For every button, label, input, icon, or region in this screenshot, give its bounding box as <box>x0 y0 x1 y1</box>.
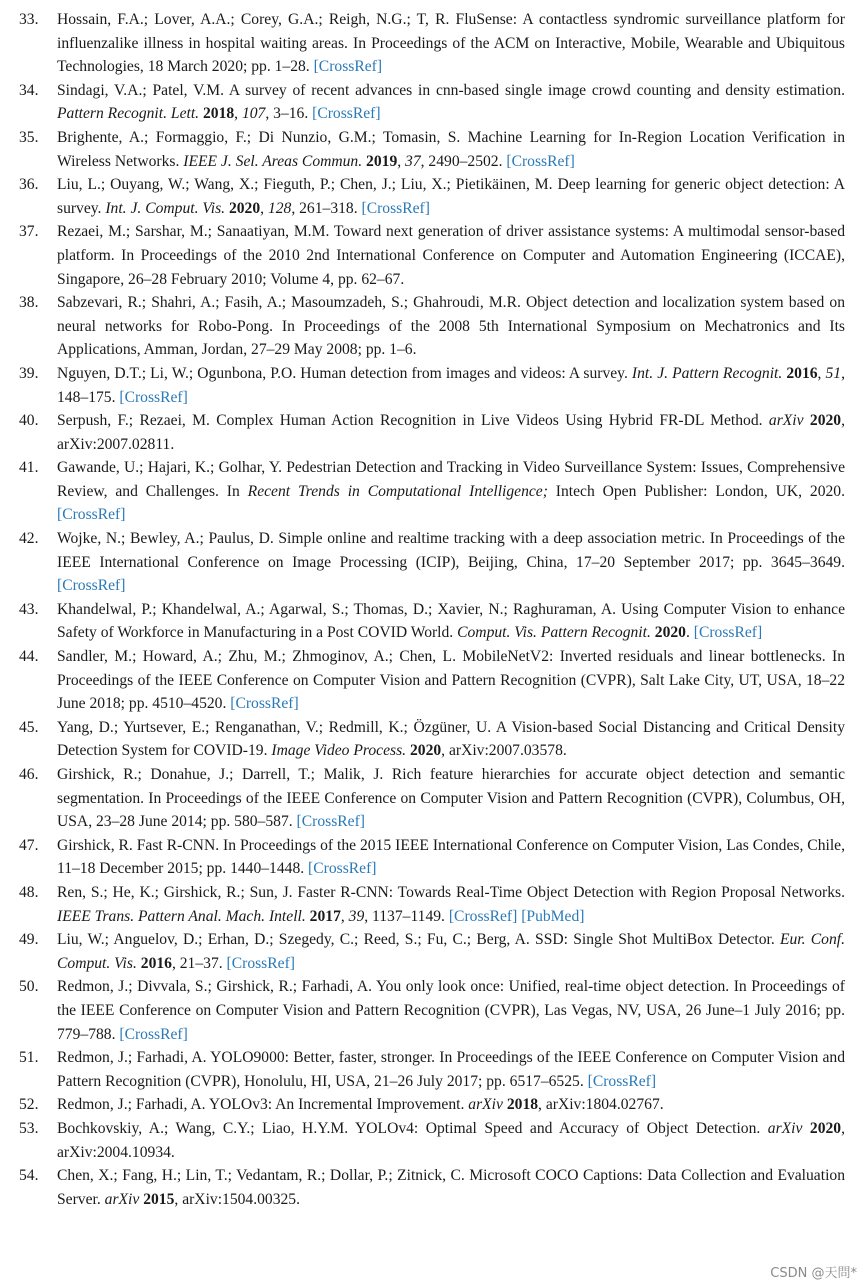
italic-text: 51 <box>825 364 842 382</box>
text-segment: Ren, S.; He, K.; Girshick, R.; Sun, J. Faster R-CNN: Towards Real-Time Object Detection with Region Proposal Networks. <box>57 883 845 901</box>
reference-number: 53. <box>19 1119 39 1137</box>
text-segment: , arXiv:2007.03578. <box>441 742 567 760</box>
reference-text <box>57 598 845 645</box>
reference-text <box>57 527 845 598</box>
reference-list <box>0 8 845 1211</box>
crossref-link[interactable]: [CrossRef] <box>693 624 763 642</box>
text-segment: Nguyen, D.T.; Li, W.; Ogunbona, P.O. Human detection from images and videos: A survey. <box>57 364 632 382</box>
reference-text <box>57 928 845 975</box>
reference-text <box>57 1046 845 1093</box>
text-segment: Khandelwal, P.; Khandelwal, A.; Agarwal, S.; Thomas, D.; Xavier, N.; Raghuraman, A. Using Computer Vision to enhance Safety of Workforce in Manufacturing in a Post COVID World. <box>57 600 845 642</box>
text-segment: Liu, L.; Ouyang, W.; Wang, X.; Fieguth, P.; Chen, J.; Liu, X.; Pietikäinen, M. Deep learning for generic object detection: A survey. <box>57 176 845 217</box>
reference-text <box>57 1093 845 1117</box>
reference-text <box>57 716 845 763</box>
text-segment: , 261–318. <box>291 199 362 217</box>
reference-number: 51. <box>19 1049 39 1067</box>
reference-item <box>0 1093 845 1117</box>
italic-text: IEEE Trans. Pattern Anal. Mach. Intell. <box>57 907 306 925</box>
text-segment: Liu, W.; Anguelov, D.; Erhan, D.; Szegedy, C.; Reed, S.; Fu, C.; Berg, A. SSD: Single Shot MultiBox Detector. <box>57 931 780 949</box>
reference-item <box>0 456 845 527</box>
text-segment: Gawande, U.; Hajari, K.; Golhar, Y. Pedestrian Detection and Tracking in Video Surveillance System: Issues, Comprehensive Review, and Challenges. In <box>57 459 845 500</box>
italic-text: Eur. Conf. Comput. Vis. <box>57 931 845 972</box>
csdn-watermark: CSDN @天問* <box>770 1266 857 1281</box>
bold-year: 2016 <box>786 364 818 382</box>
text-segment: , arXiv:2007.02811. <box>57 412 845 453</box>
text-segment: Girshick, R.; Donahue, J.; Darrell, T.; Malik, J. Rich feature hierarchies for accurate object detection and semantic segmentation. In Proceedings of the IEEE Conference on Computer Vision and Pattern Recognition (CVPR), Columbus, OH, USA, 23–28 June 2014; pp. 580–587. <box>57 766 845 831</box>
text-segment: Redmon, J.; Farhadi, A. YOLO9000: Better, faster, stronger. In Proceedings of the IEEE Conference on Computer Vision and Pattern Recognition (CVPR), Honolulu, HI, USA, 21–26 July 2017; pp. 6517–6525. <box>57 1049 845 1090</box>
reference-item <box>0 598 845 645</box>
reference-number: 49. <box>19 931 39 949</box>
reference-number: 38. <box>19 294 39 312</box>
reference-item <box>0 527 845 598</box>
reference-text <box>57 362 845 409</box>
text-segment: Brighente, A.; Formaggio, F.; Di Nunzio, G.M.; Tomasin, S. Machine Learning for In-Region Location Verification in Wireless Networks. <box>57 128 845 170</box>
reference-text <box>57 975 845 1046</box>
italic-text: 37 <box>405 152 421 170</box>
reference-item <box>0 1046 845 1093</box>
reference-number: 39. <box>19 364 39 382</box>
reference-number: 43. <box>19 600 39 618</box>
crossref-link[interactable]: [CrossRef] <box>587 1072 657 1090</box>
reference-text <box>57 409 845 456</box>
text-segment: , 2490–2502. <box>420 152 507 170</box>
crossref-link[interactable]: [CrossRef] <box>506 152 575 170</box>
crossref-link[interactable]: [CrossRef] <box>448 907 518 925</box>
crossref-link[interactable]: [CrossRef] <box>296 813 365 831</box>
text-segment: , arXiv:1804.02767. <box>538 1096 664 1114</box>
italic-text: 128 <box>267 199 292 217</box>
reference-text <box>57 126 845 173</box>
reference-text <box>57 79 845 126</box>
text-segment: Sabzevari, R.; Shahri, A.; Fasih, A.; Masoumzadeh, S.; Ghahroudi, M.R. Object detection and localization system based on neural networks for Robo-Pong. In Proceedings of the 2008 5th International Symposium on Mechatronics and Its Applications, Amman, Jordan, 27–29 May 2008; pp. 1–6. <box>57 294 845 359</box>
reference-number: 54. <box>19 1167 39 1185</box>
reference-text <box>57 645 845 716</box>
reference-item <box>0 1164 845 1211</box>
text-segment: , <box>234 105 242 123</box>
bold-year: 2017 <box>309 907 341 925</box>
italic-text: Pattern Recognit. Lett. <box>57 105 200 123</box>
reference-number: 46. <box>19 766 39 783</box>
reference-number: 40. <box>19 412 39 430</box>
text-segment: , <box>340 907 349 925</box>
reference-number: 36. <box>19 176 39 194</box>
crossref-link[interactable]: [CrossRef] <box>226 954 295 972</box>
italic-text: Int. J. Pattern Recognit. <box>631 364 783 382</box>
text-segment: Rezaei, M.; Sarshar, M.; Sanaatiyan, M.M. Toward next generation of driver assistance systems: A multimodal sensor-based platform. In Proceedings of the 2010 2nd International Conference on Computer and Automation Engineering (ICCAE), Singapore, 26–28 February 2010; Volume 4, pp. 62–67. <box>57 223 845 288</box>
reference-number: 44. <box>19 648 39 666</box>
reference-number: 33. <box>19 11 39 28</box>
italic-text: arXiv <box>104 1190 140 1208</box>
text-segment: Serpush, F.; Rezaei, M. Complex Human Action Recognition in Live Videos Using Hybrid FR-DL Method. <box>57 412 769 430</box>
reference-number: 52. <box>19 1096 39 1114</box>
reference-item <box>0 763 845 834</box>
reference-item <box>0 409 845 456</box>
crossref-link[interactable]: [CrossRef] <box>361 199 430 217</box>
crossref-link[interactable]: [CrossRef] <box>230 695 299 713</box>
bold-year: 2020 <box>654 624 686 642</box>
text-segment: Bochkovskiy, A.; Wang, C.Y.; Liao, H.Y.M. YOLOv4: Optimal Speed and Accuracy of Object Detection. <box>57 1119 768 1137</box>
italic-text: arXiv <box>768 412 804 430</box>
text-segment: , 148–175. <box>57 364 845 406</box>
reference-item <box>0 716 845 763</box>
reference-number: 35. <box>19 128 39 146</box>
text-segment: Yang, D.; Yurtsever, E.; Renganathan, V.; Redmill, K.; Özgüner, U. A Vision-based Social Distancing and Critical Density Detection System for COVID-19. <box>57 718 845 760</box>
text-segment <box>802 1120 809 1137</box>
reference-number: 42. <box>19 530 39 548</box>
text-segment: , 21–37. <box>171 954 227 972</box>
reference-number: 41. <box>19 459 39 477</box>
reference-item <box>0 362 845 409</box>
bold-year: 2020 <box>409 742 442 760</box>
reference-text <box>57 881 845 928</box>
text-segment: Sandler, M.; Howard, A.; Zhu, M.; Zhmoginov, A.; Chen, L. MobileNetV2: Inverted residuals and linear bottlenecks. In Proceedings of the IEEE Conference on Computer Vision and Pattern Recognition (CVPR), Salt Lake City, UT, USA, 18–22 June 2018; pp. 4510–4520. <box>57 648 845 713</box>
italic-text: Int. J. Comput. Vis. <box>105 199 226 217</box>
crossref-link[interactable]: [CrossRef] <box>308 860 377 878</box>
bold-year: 2018 <box>506 1096 539 1114</box>
reference-item <box>0 291 845 362</box>
bold-year: 2020 <box>228 199 261 217</box>
reference-text <box>57 220 845 291</box>
reference-item <box>0 79 845 126</box>
text-segment: Redmon, J.; Farhadi, A. YOLOv3: An Incremental Improvement. <box>57 1096 469 1114</box>
bold-year: 2020 <box>809 1119 842 1137</box>
reference-item <box>0 1117 845 1164</box>
reference-item <box>0 645 845 716</box>
reference-item <box>0 8 845 79</box>
reference-item <box>0 881 845 928</box>
reference-item <box>0 975 845 1046</box>
bold-year: 2015 <box>143 1190 175 1208</box>
text-segment: , <box>817 364 826 382</box>
italic-text: 39 <box>348 907 365 925</box>
reference-text <box>57 1117 845 1164</box>
text-segment: Girshick, R. Fast R-CNN. In Proceedings of the 2015 IEEE International Conference on Computer Vision, Las Condes, Chile, 11–18 December 2015; pp. 1440–1448. <box>57 836 845 878</box>
text-segment: . <box>685 624 694 642</box>
italic-text: 107 <box>241 105 266 123</box>
reference-text <box>57 8 845 79</box>
bold-year: 2019 <box>366 152 398 170</box>
reference-text <box>57 173 845 220</box>
reference-number: 50. <box>19 978 39 996</box>
text-segment: Hossain, F.A.; Lover, A.A.; Corey, G.A.; Reigh, N.G.; T, R. FluSense: A contactless syndromic surveillance platform for influenzalike illness in hospital waiting areas. In Proceedings of the ACM on Interactive, Mobile, Wearable and Ubiquitous Technologies, 18 March 2020; pp. 1–28. <box>57 11 845 76</box>
bold-year: 2018 <box>202 105 235 123</box>
italic-text: arXiv <box>468 1096 503 1114</box>
reference-text <box>57 291 845 362</box>
text-segment: , 3–16. <box>265 105 313 123</box>
reference-number: 34. <box>19 81 39 99</box>
text-segment: Intech Open Publisher: London, UK, 2020. <box>547 482 845 500</box>
crossref-link[interactable]: [CrossRef] <box>57 506 126 524</box>
bold-year: 2020 <box>809 412 842 430</box>
crossref-link[interactable]: [CrossRef] <box>313 58 383 76</box>
bold-year: 2016 <box>140 954 172 972</box>
reference-item <box>0 126 845 173</box>
pubmed-link[interactable]: [PubMed] <box>521 907 585 925</box>
text-segment: , <box>260 199 268 217</box>
text-segment: Wojke, N.; Bewley, A.; Paulus, D. Simple online and realtime tracking with a deep association metric. In Proceedings of the IEEE International Conference on Image Processing (ICIP), Beijing, China, 17–20 September 2017; pp. 3645–3649. <box>57 530 845 571</box>
reference-text <box>57 456 845 527</box>
reference-item <box>0 928 845 975</box>
reference-text <box>57 834 845 881</box>
italic-text: arXiv <box>767 1119 803 1137</box>
text-segment: , arXiv:1504.00325. <box>174 1190 300 1208</box>
crossref-link[interactable]: [CrossRef] <box>119 1025 188 1043</box>
reference-number: 48. <box>19 883 39 901</box>
italic-text: Image Video Process. <box>271 742 407 760</box>
text-segment: Redmon, J.; Divvala, S.; Girshick, R.; Farhadi, A. You only look once: Unified, real-time object detection. In Proceedings of the IEEE Conference on Computer Vision and Pattern Recognition (CVPR), Las Vegas, NV, USA, 26 June–1 July 2016; pp. 779–788. <box>57 978 845 1043</box>
reference-text <box>57 763 845 834</box>
reference-item <box>0 173 845 220</box>
text-segment: , <box>397 152 406 170</box>
crossref-link[interactable]: [CrossRef] <box>119 388 188 406</box>
text-segment: , 1137–1149. <box>364 907 449 925</box>
text-segment: , arXiv:2004.10934. <box>57 1119 845 1161</box>
crossref-link[interactable]: [CrossRef] <box>312 105 381 123</box>
text-segment: Chen, X.; Fang, H.; Lin, T.; Vedantam, R.; Dollar, P.; Zitnick, C. Microsoft COCO Captions: Data Collection and Evaluation Server. <box>57 1167 845 1208</box>
italic-text: Comput. Vis. Pattern Recognit. <box>457 624 651 642</box>
crossref-link[interactable]: [CrossRef] <box>57 577 126 595</box>
reference-number: 45. <box>19 718 39 736</box>
reference-item <box>0 220 845 291</box>
reference-number: 47. <box>19 836 39 854</box>
italic-text: IEEE J. Sel. Areas Commun. <box>183 152 363 170</box>
reference-text <box>57 1164 845 1211</box>
text-segment: Sindagi, V.A.; Patel, V.M. A survey of recent advances in cnn-based single image crowd counting and density estimation. <box>57 81 845 99</box>
reference-number: 37. <box>19 223 39 241</box>
italic-text: Recent Trends in Computational Intelligence; <box>247 482 548 500</box>
reference-item <box>0 834 845 881</box>
